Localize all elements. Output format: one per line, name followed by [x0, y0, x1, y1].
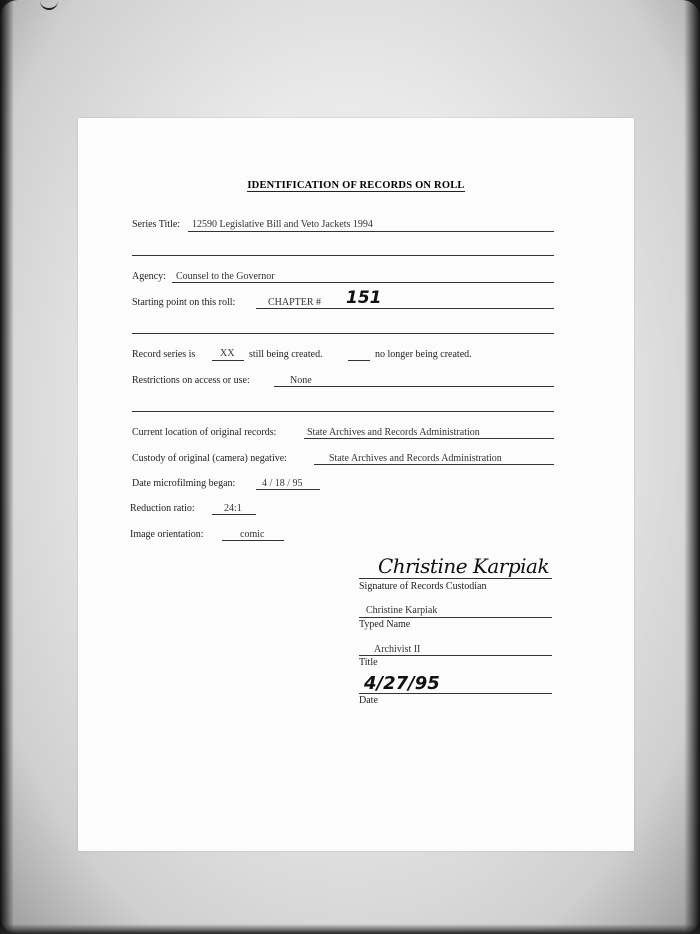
- date-began-label: Date microfilming began:: [132, 478, 236, 489]
- film-edge-bottom: [0, 924, 700, 934]
- film-edge-right: [684, 0, 700, 934]
- title-label: Title: [359, 657, 378, 668]
- no-longer-label: no longer being created.: [375, 349, 472, 360]
- series-title-line-2: [132, 255, 554, 256]
- orientation-line: [222, 540, 284, 541]
- location-line: [304, 438, 554, 439]
- signature-handwritten: Christine Karpiak: [378, 554, 550, 578]
- film-corner-mark: [40, 0, 58, 10]
- film-edge-left: [0, 0, 14, 934]
- reduction-value: 24:1: [224, 503, 242, 514]
- date-handwritten: 4/27/95: [364, 673, 440, 694]
- form-title: IDENTIFICATION OF RECORDS ON ROLL: [247, 180, 465, 191]
- record-series-mark: XX: [220, 348, 235, 359]
- starting-point-line-2: [132, 333, 554, 334]
- orientation-value: comic: [240, 529, 265, 540]
- starting-point-label: Starting point on this roll:: [132, 297, 236, 308]
- date-began-value: 4 / 18 / 95: [262, 478, 303, 489]
- typed-name-label: Typed Name: [359, 619, 411, 630]
- custody-value: State Archives and Records Administration: [329, 453, 502, 464]
- restrictions-label: Restrictions on access or use:: [132, 375, 250, 386]
- signature-line: [359, 578, 552, 579]
- record-series-mark-line: [212, 360, 244, 361]
- title-value: Archivist II: [374, 644, 421, 655]
- location-label: Current location of original records:: [132, 427, 277, 438]
- reduction-label: Reduction ratio:: [130, 503, 195, 514]
- records-form-sheet: [78, 118, 634, 851]
- agency-value: Counsel to the Governor: [176, 271, 275, 282]
- restrictions-line: [274, 386, 554, 387]
- agency-label: Agency:: [132, 271, 166, 282]
- typed-name-value: Christine Karpiak: [366, 605, 438, 616]
- restrictions-line-2: [132, 411, 554, 412]
- custody-line: [314, 464, 554, 465]
- starting-point-line: [256, 308, 554, 309]
- location-value: State Archives and Records Administration: [307, 427, 480, 438]
- starting-point-handwritten: 151: [346, 288, 382, 308]
- signature-label: Signature of Records Custodian: [359, 581, 487, 592]
- title-line: [359, 655, 552, 656]
- custody-label: Custody of original (camera) negative:: [132, 453, 287, 464]
- series-title-label: Series Title:: [132, 219, 181, 230]
- reduction-line: [212, 514, 256, 515]
- date-label: Date: [359, 695, 378, 706]
- typed-name-line: [359, 617, 552, 618]
- series-title-value: 12590 Legislative Bill and Veto Jackets 1994: [192, 219, 373, 230]
- date-began-line: [256, 489, 320, 490]
- no-longer-mark-line: [348, 360, 370, 361]
- series-title-line: [188, 231, 554, 232]
- still-created-label: still being created.: [249, 349, 323, 360]
- orientation-label: Image orientation:: [130, 529, 204, 540]
- restrictions-value: None: [290, 375, 312, 386]
- agency-line: [172, 282, 554, 283]
- record-series-label: Record series is: [132, 349, 196, 360]
- starting-point-value: CHAPTER #: [268, 297, 322, 308]
